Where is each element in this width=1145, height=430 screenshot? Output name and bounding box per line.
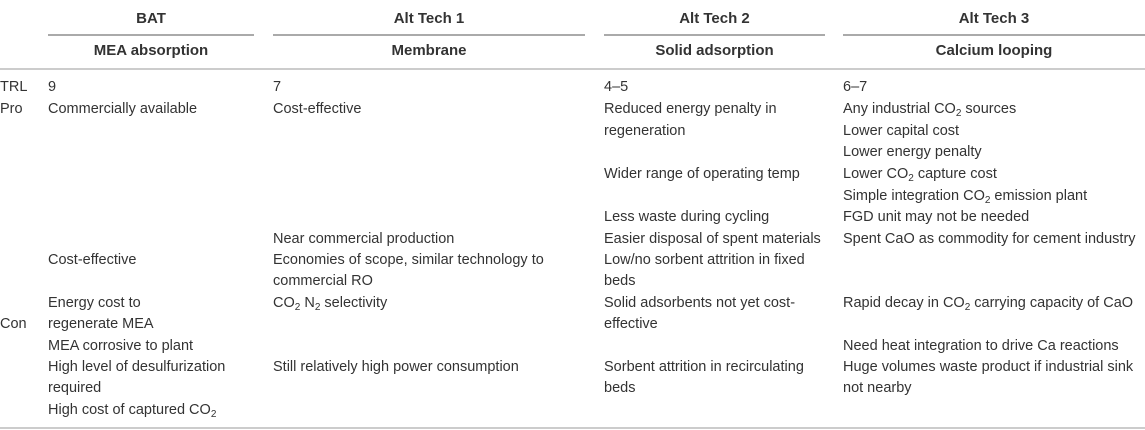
alt3-con-3b: not nearby <box>843 380 912 396</box>
header-bat: BAT <box>136 10 166 27</box>
alt1-pro-1: Cost-effective <box>273 101 362 117</box>
alt1-pro-2: Near commercial production <box>273 231 455 247</box>
alt3-con-3a: Huge volumes waste product if industrial sink <box>843 359 1134 375</box>
header-alt3: Alt Tech 3 <box>958 10 1030 27</box>
bat-con-3b: required <box>48 380 102 396</box>
alt2-con-1b: effective <box>604 316 658 332</box>
alt2-pro-3: Less waste during cycling <box>604 209 770 225</box>
alt2-pro-5a: Low/no sorbent attrition in fixed <box>604 252 805 268</box>
bat-con-3a: High level of desulfurization <box>48 359 226 375</box>
header-alt1: Alt Tech 1 <box>393 10 465 27</box>
row-label-pro: Pro <box>0 101 23 117</box>
alt2-con-2b: beds <box>604 380 636 396</box>
alt3-pro-2: Lower capital cost <box>843 123 960 139</box>
alt2-con-1a: Solid adsorbents not yet cost- <box>604 295 796 311</box>
alt2-pro-5b: beds <box>604 273 636 289</box>
trl-bat: 9 <box>48 79 57 95</box>
alt3-pro-7: Spent CaO as commodity for cement industry <box>843 231 1136 247</box>
alt3-pro-4: Lower $CO_2$ capture cost <box>843 166 997 184</box>
row-label-trl: TRL <box>0 79 28 95</box>
header-alt1-sub: Membrane <box>391 42 467 59</box>
alt3-pro-3: Lower energy penalty <box>843 144 982 160</box>
alt1-pro-3b: commercial RO <box>273 273 373 289</box>
alt2-pro-4: Easier disposal of spent materials <box>604 231 821 247</box>
alt3-pro-1: Any industrial $CO_2$ sources <box>843 101 1017 119</box>
trl-alt2: 4–5 <box>604 79 629 95</box>
header-alt2-sub: Solid adsorption <box>655 42 774 59</box>
alt2-con-2a: Sorbent attrition in recirculating <box>604 359 804 375</box>
alt1-con-2: Still relatively high power consumption <box>273 359 519 375</box>
header-alt3-sub: Calcium looping <box>935 42 1053 59</box>
alt3-con-2: Need heat integration to drive Ca reactions <box>843 338 1119 354</box>
alt3-con-1: Rapid decay in $CO_2$ carrying capacity of CaO <box>843 295 1134 313</box>
alt3-pro-5: Simple integration $CO_2$ emission plant <box>843 188 1088 206</box>
bat-pro-2: Cost-effective <box>48 252 137 268</box>
row-label-con: Con <box>0 316 27 332</box>
header-bat-sub: MEA absorption <box>93 42 209 59</box>
alt2-pro-1a: Reduced energy penalty in <box>604 101 777 117</box>
bat-con-4: High cost of captured $CO_2$ <box>48 402 217 420</box>
bat-con-1b: regenerate MEA <box>48 316 154 332</box>
alt1-con-1: $CO_2$ $N_2$ selectivity <box>273 295 388 313</box>
bat-con-1a: Energy cost to <box>48 295 141 311</box>
header-alt2: Alt Tech 2 <box>679 10 750 27</box>
bat-pro-1: Commercially available <box>48 101 198 117</box>
trl-alt1: 7 <box>273 79 282 95</box>
bat-con-2: MEA corrosive to plant <box>48 338 194 354</box>
alt1-pro-3a: Economies of scope, similar technology to <box>273 252 544 268</box>
alt2-pro-2: Wider range of operating temp <box>604 166 800 182</box>
alt2-pro-1b: regeneration <box>604 123 686 139</box>
trl-alt3: 6–7 <box>843 79 868 95</box>
alt3-pro-6: FGD unit may not be needed <box>843 209 1030 225</box>
